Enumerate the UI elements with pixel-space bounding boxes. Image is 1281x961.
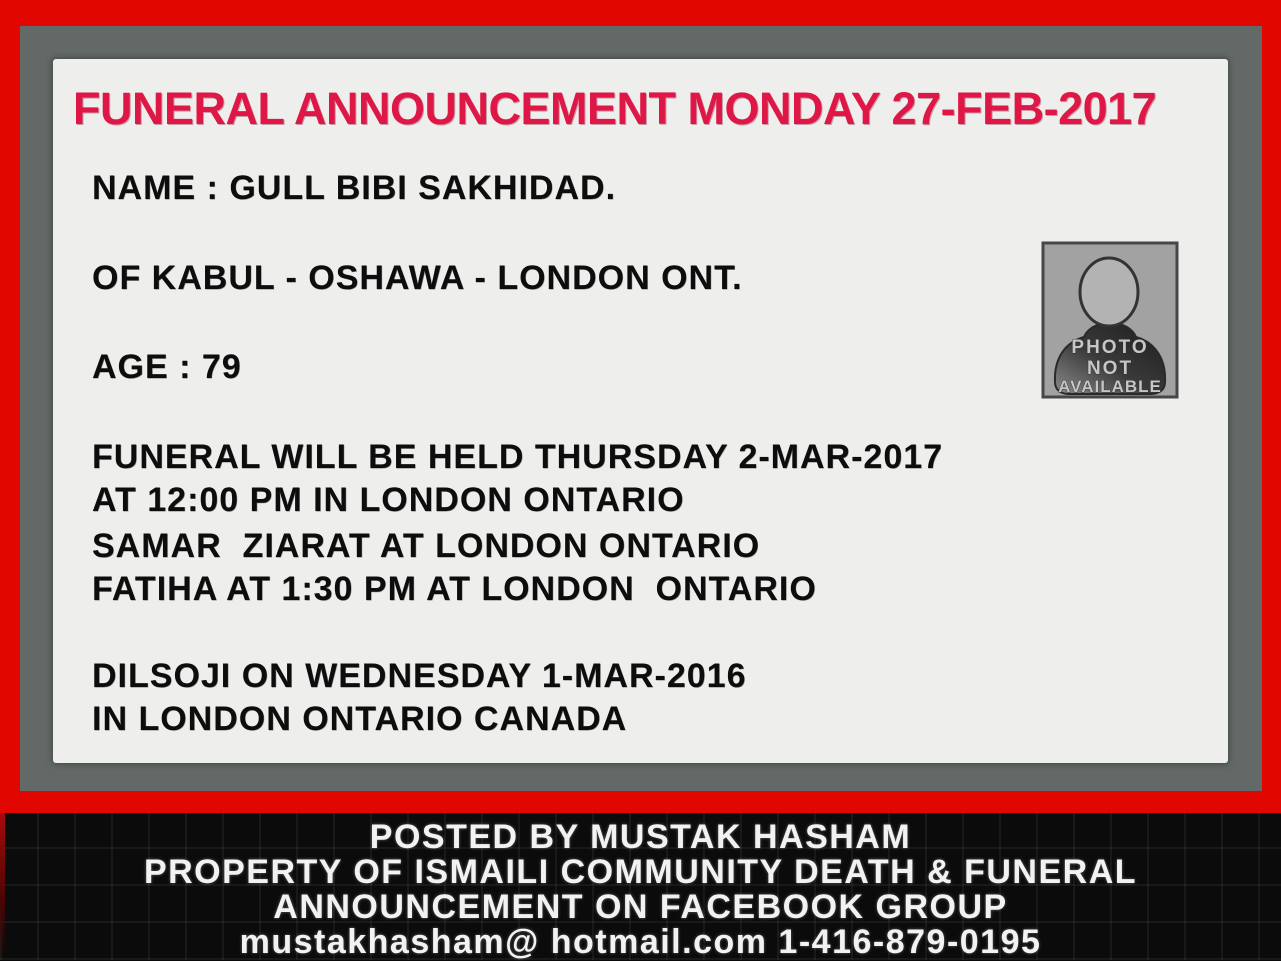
person-silhouette-icon [1041, 241, 1179, 399]
contact-line: mustakhasham@ hotmail.com 1-416-879-0195 [239, 923, 1042, 961]
photo-not-available-text: PHOTO [1071, 337, 1149, 358]
age-line: AGE : 79 [92, 348, 242, 386]
announcement-card [53, 59, 1228, 763]
origin-line: OF KABUL - OSHAWA - LONDON ONT. [92, 259, 743, 297]
gray-frame [20, 26, 1262, 791]
property-line: PROPERTY OF ISMAILI COMMUNITY DEATH & FUNERAL [143, 853, 1138, 891]
footer-banner [0, 813, 1281, 960]
facebook-group-line: ANNOUNCEMENT ON FACEBOOK GROUP [273, 888, 1008, 926]
announcement-title: FUNERAL ANNOUNCEMENT MONDAY 27-FEB-2017 [73, 83, 1157, 134]
dilsoji-line: DILSOJI ON WEDNESDAY 1-MAR-2016 [92, 657, 747, 695]
photo-not-available-placeholder [1041, 241, 1179, 399]
footer-left-red-edge [0, 813, 5, 960]
photo-not-available-text: AVAILABLE [1058, 377, 1162, 396]
funeral-detail-line: FATIHA AT 1:30 PM AT LONDON ONTARIO [92, 570, 817, 608]
deceased-name-line: NAME : GULL BIBI SAKHIDAD. [92, 169, 617, 207]
posted-by-line: POSTED BY MUSTAK HASHAM [369, 818, 912, 856]
funeral-detail-line: FUNERAL WILL BE HELD THURSDAY 2-MAR-2017 [92, 438, 944, 476]
dilsoji-line: IN LONDON ONTARIO CANADA [92, 700, 628, 738]
funeral-detail-line: AT 12:00 PM IN LONDON ONTARIO [92, 481, 685, 519]
funeral-detail-line: SAMAR ZIARAT AT LONDON ONTARIO [92, 527, 761, 565]
photo-not-available-text: NOT [1086, 358, 1134, 379]
